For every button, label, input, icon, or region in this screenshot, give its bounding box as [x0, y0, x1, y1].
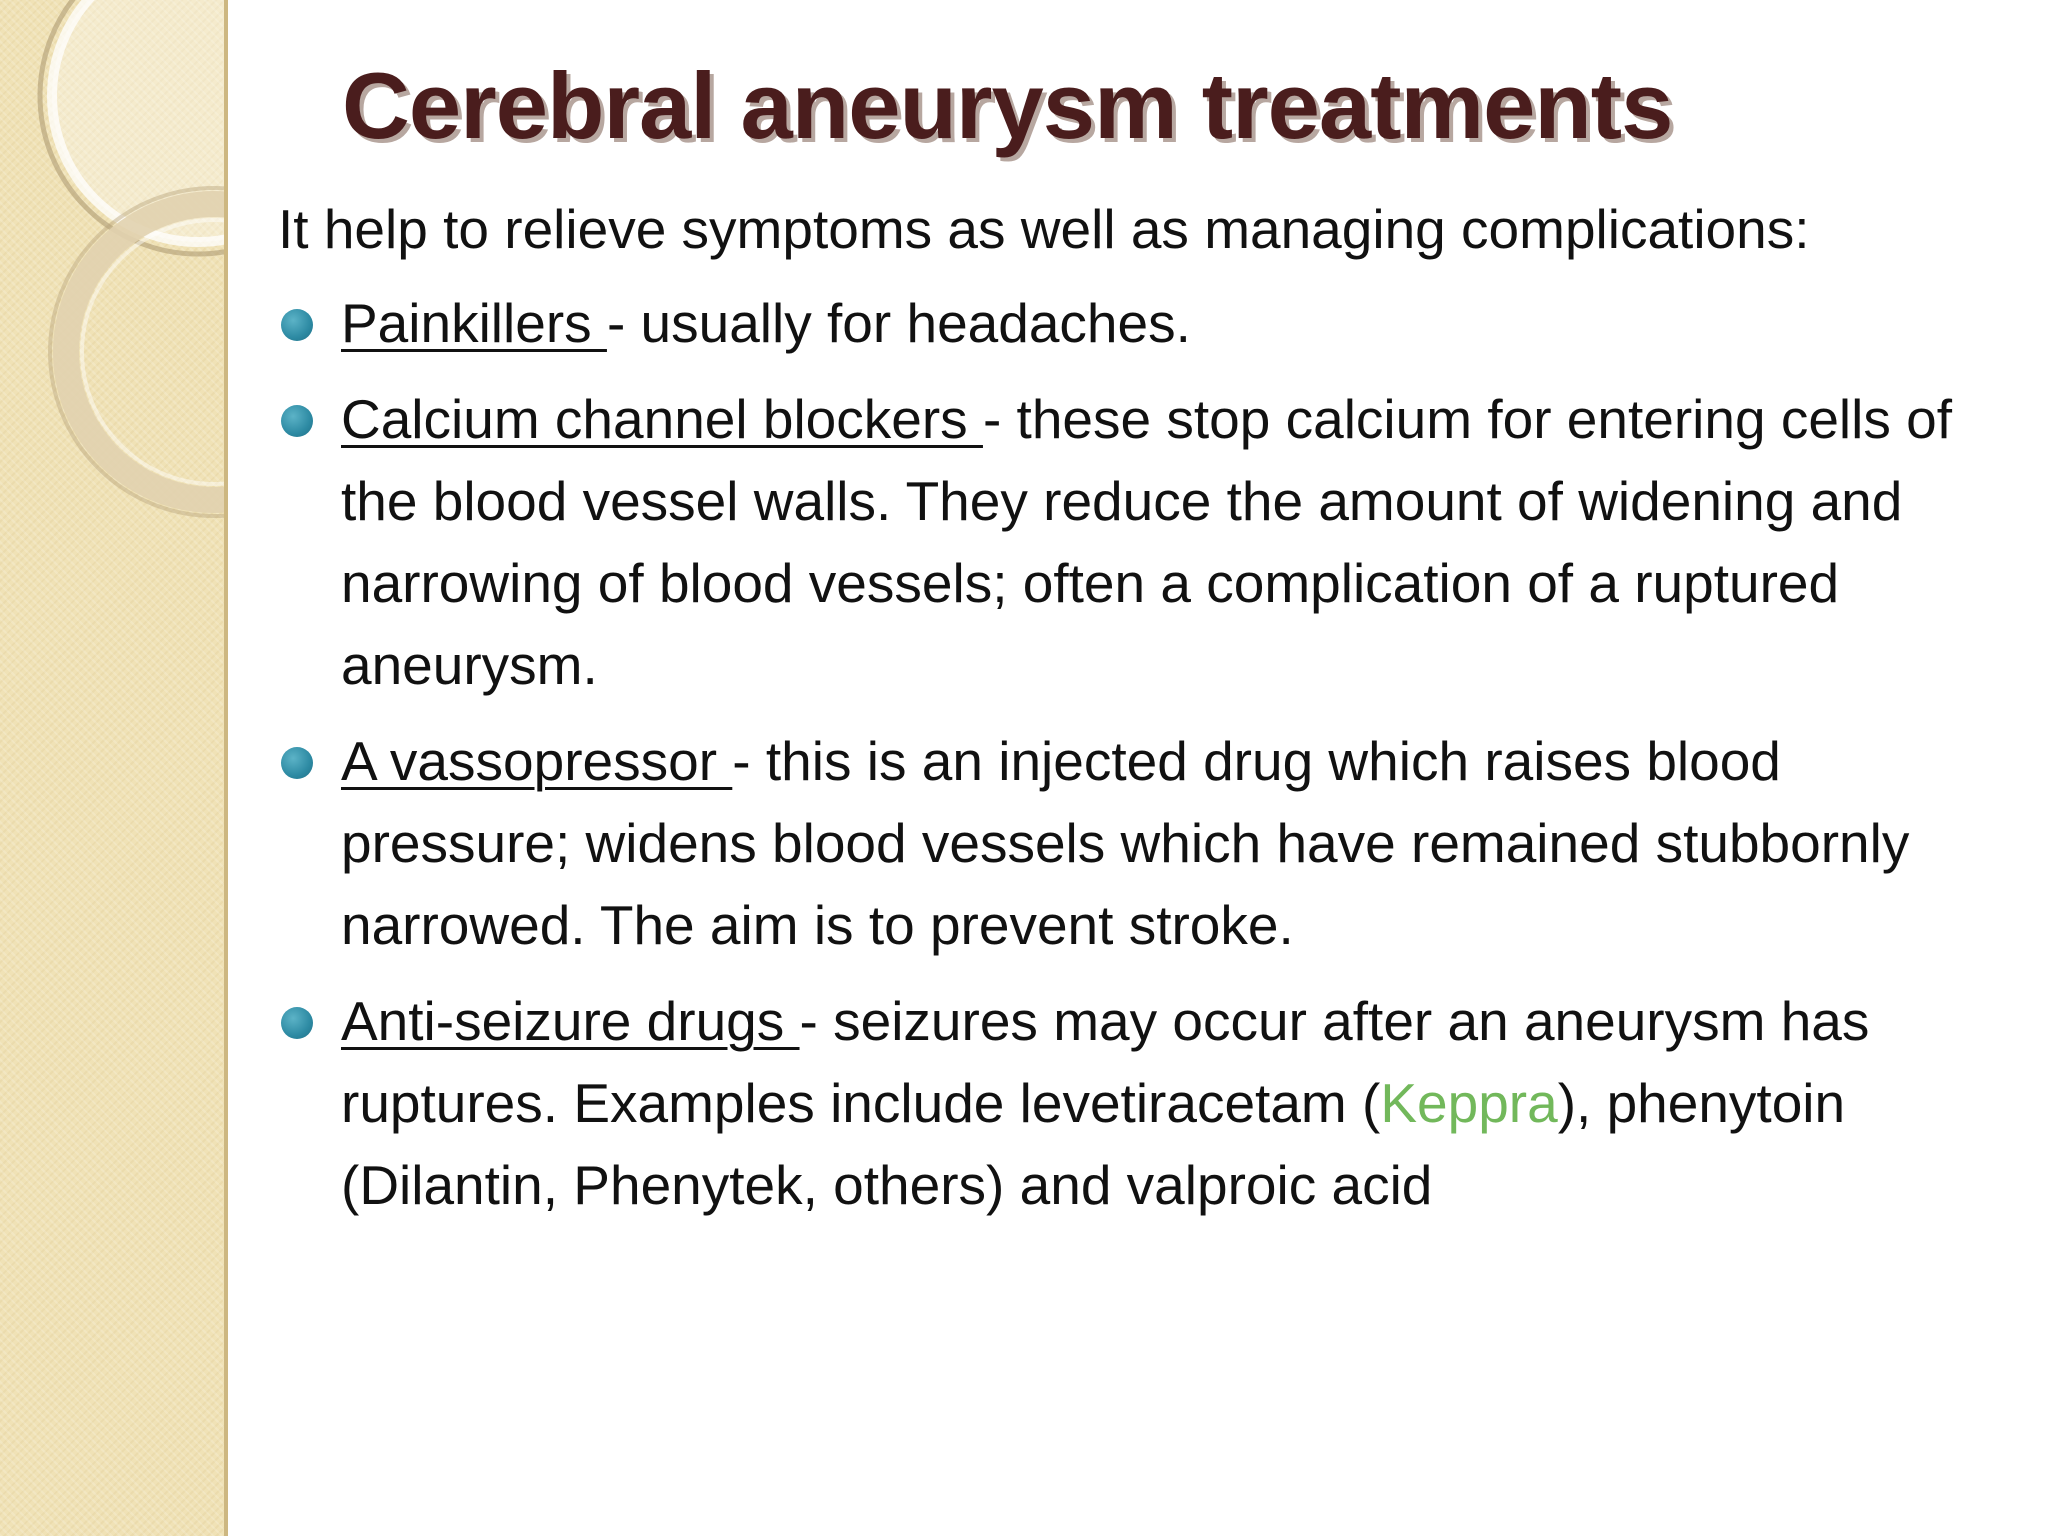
decorative-rings: [0, 0, 226, 520]
list-item-calcium-channel-blockers: [278, 378, 1998, 706]
panel-divider: [224, 0, 228, 1536]
bullet-dot-icon: [281, 405, 313, 437]
term-calcium-channel-blockers: Calcium channel blockers: [341, 388, 983, 450]
bullet-dot-icon: [281, 309, 313, 341]
slide-body: [278, 188, 1998, 1240]
intro-text: It help to relieve symptoms as well as managing complications:: [278, 198, 1810, 260]
slide-title: Cerebral aneurysm treatments: [342, 53, 1673, 158]
description-painkillers: - usually for headaches.: [606, 292, 1191, 354]
term-anti-seizure-drugs: Anti-seizure drugs: [341, 990, 800, 1052]
treatment-list: [278, 282, 1998, 1226]
description-vassopressor: - this is an injected drug which raises blood pressure; widens blood vessels which have remained stubbornly narrowed. The aim is to prevent stroke.: [341, 730, 1910, 956]
bullet-dot-icon: [281, 1007, 313, 1039]
list-item-anti-seizure-drugs: [278, 980, 1998, 1226]
list-item-painkillers: [278, 282, 1998, 364]
description-anti-seizure-part1: - seizures may occur after an aneurysm has ruptures. Examples include levetiracetam (: [341, 990, 1870, 1134]
term-vassopressor: A vassopressor: [341, 730, 733, 792]
list-item-vassopressor: [278, 720, 1998, 966]
description-anti-seizure-part2: ), phenytoin (Dilantin, Phenytek, others) and valproic acid: [341, 1072, 1846, 1216]
description-calcium-channel-blockers: - these stop calcium for entering cells of the blood vessel walls. They reduce the amount of widening and narrowing of blood vessels; often a complication of a ruptured aneurysm.: [341, 388, 1953, 696]
term-painkillers: Painkillers: [341, 292, 607, 354]
keppra-highlight: Keppra: [1380, 1072, 1558, 1134]
decorative-side-panel: [0, 0, 226, 1536]
bullet-dot-icon: [281, 747, 313, 779]
